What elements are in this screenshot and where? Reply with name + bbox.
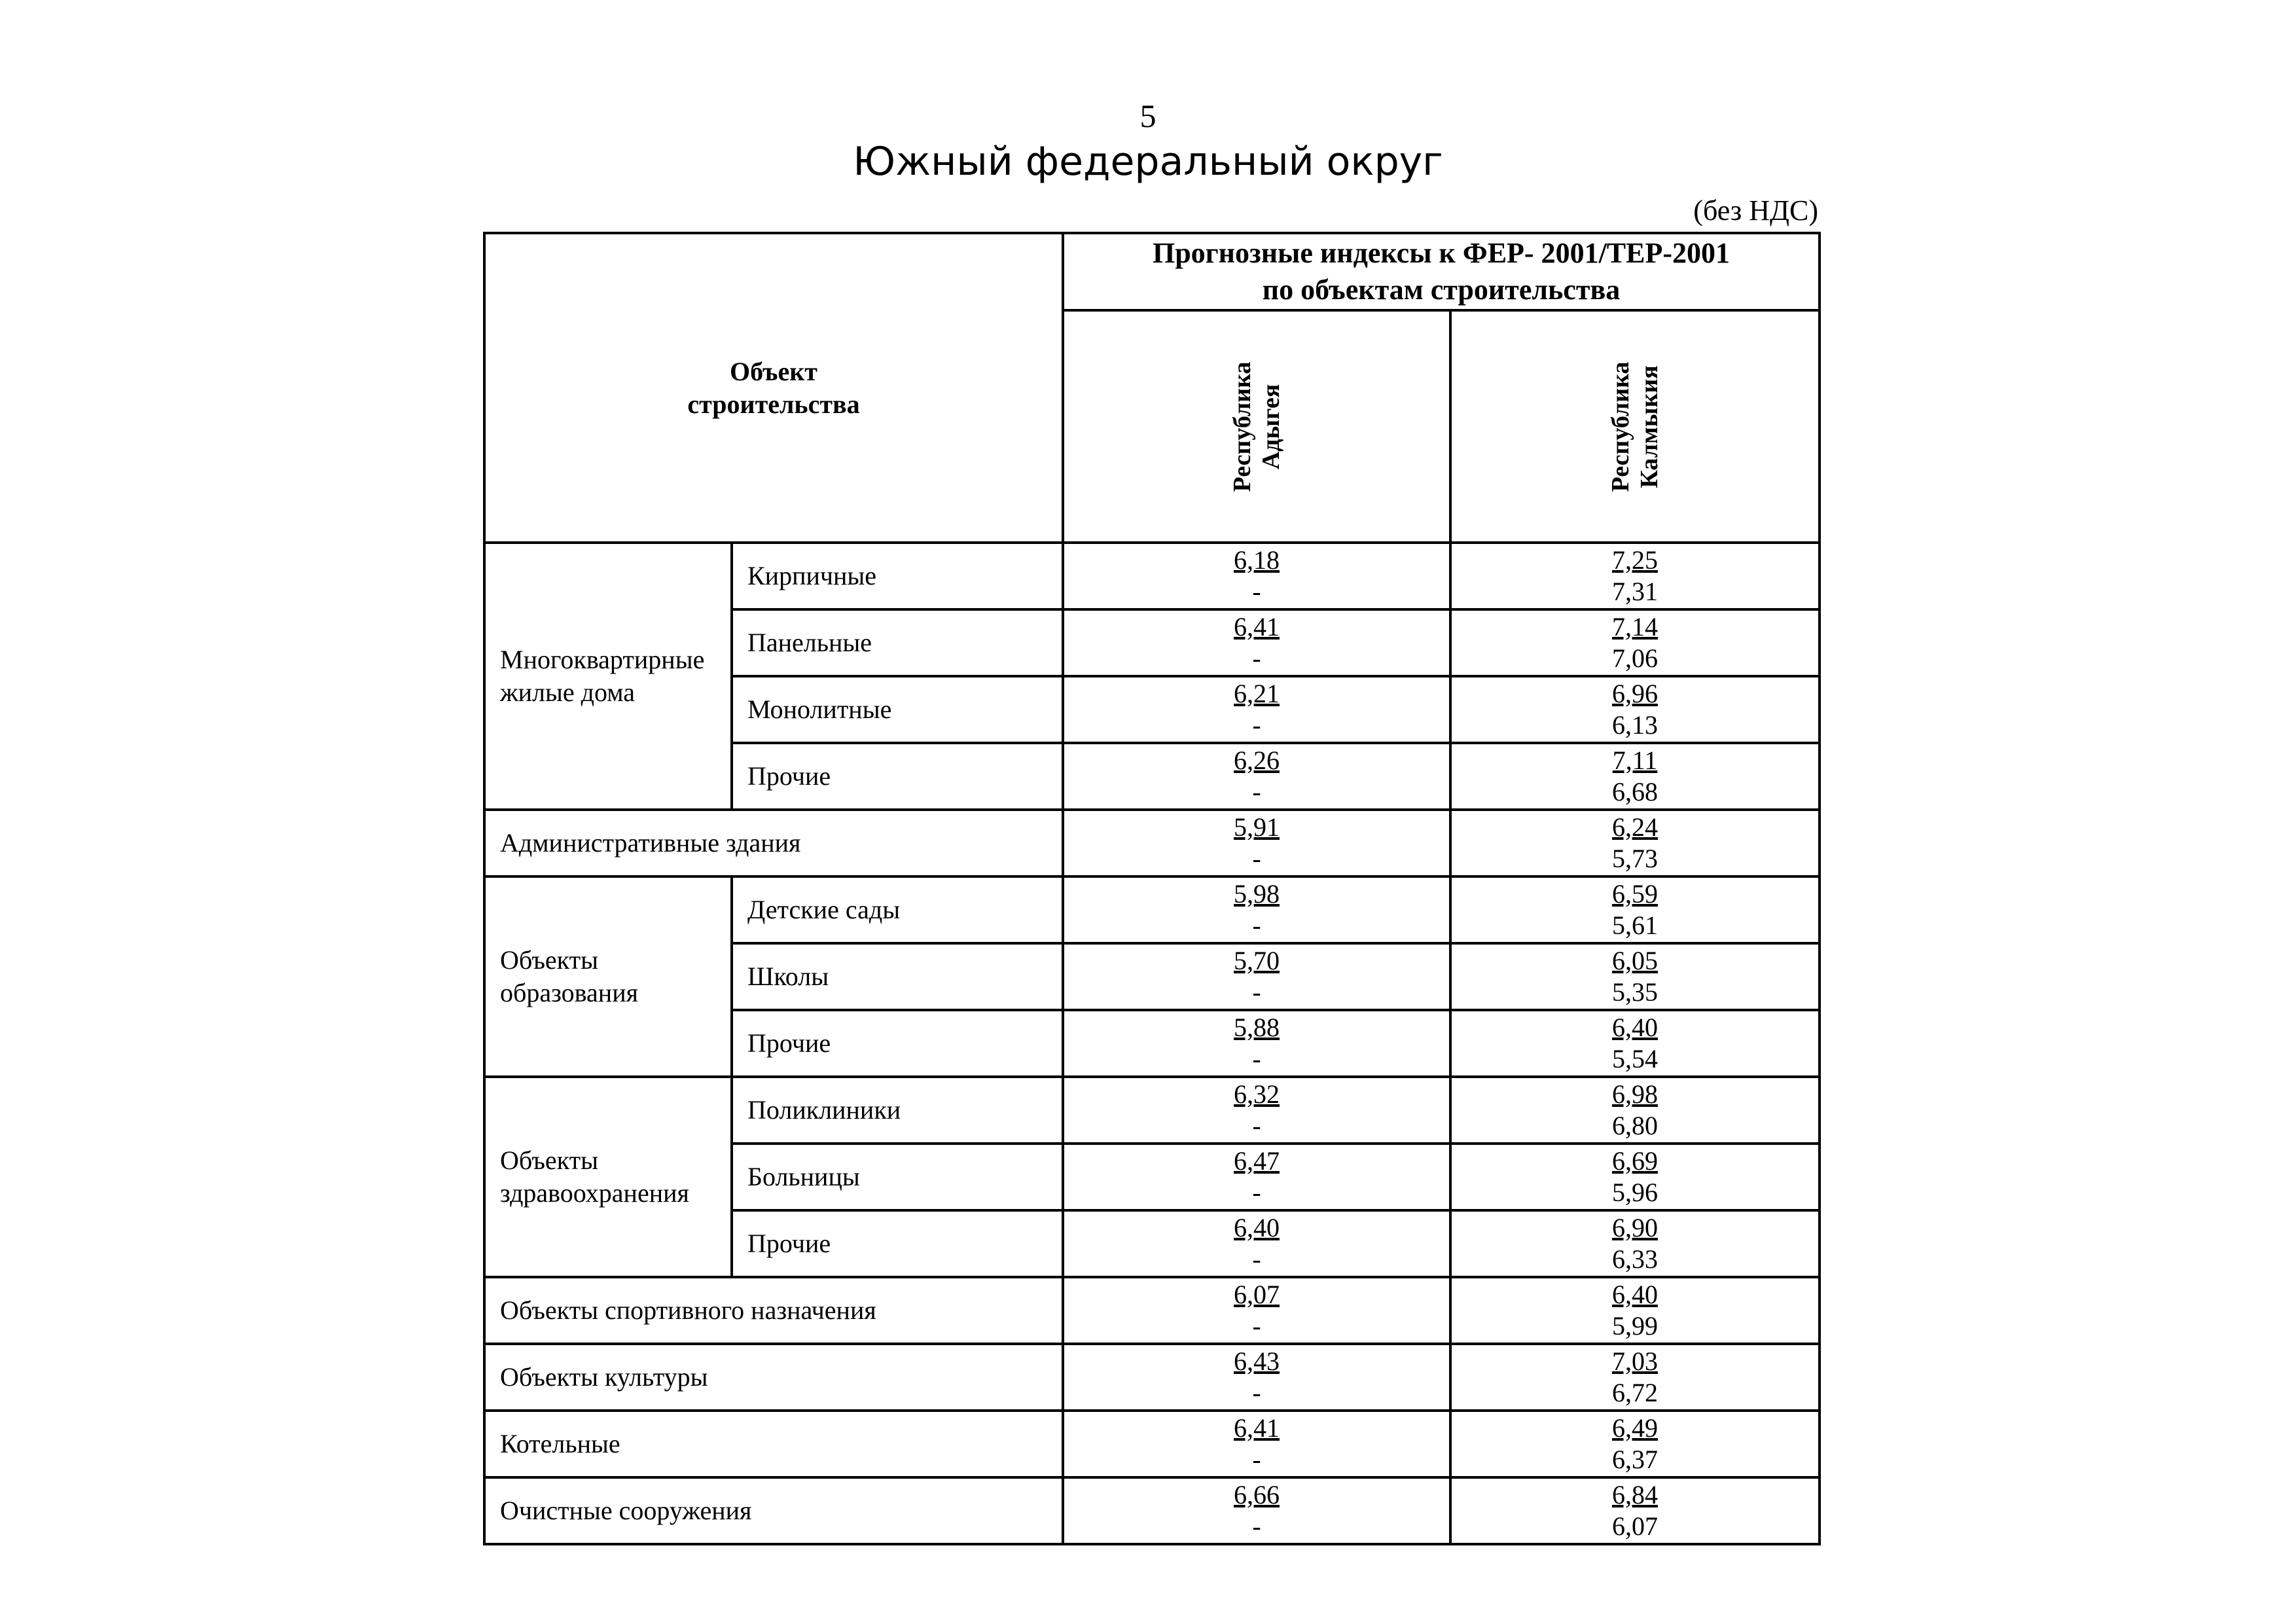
value-bottom: 6,07 (1612, 1511, 1658, 1541)
value-cell-kalmykia (1450, 876, 1820, 943)
value-cell-kalmykia (1450, 543, 1820, 609)
row-label: Панельные (732, 609, 1063, 676)
value-top: 6,66 (1234, 1480, 1280, 1509)
value-cell-adygea (1063, 743, 1450, 810)
value-bottom: 6,33 (1612, 1244, 1658, 1274)
value-cell-adygea (1063, 676, 1450, 743)
value-bottom: 6,72 (1612, 1378, 1658, 1407)
value-top: 6,05 (1612, 946, 1658, 975)
value-top: 6,59 (1612, 879, 1658, 909)
value-cell-adygea (1063, 810, 1450, 876)
value-top: 5,70 (1234, 946, 1280, 975)
value-bottom: 6,68 (1612, 777, 1658, 806)
table-row (484, 1477, 1820, 1544)
value-top: 6,41 (1234, 612, 1280, 641)
group-label: Административные здания (484, 810, 1063, 876)
value-bottom: - (1252, 1111, 1261, 1140)
table-body (484, 543, 1820, 1544)
value-bottom: - (1252, 1311, 1261, 1341)
group-label: Объекты спортивного назначения (484, 1277, 1063, 1344)
value-cell-kalmykia (1450, 943, 1820, 1010)
value-top: 6,40 (1612, 1013, 1658, 1042)
value-bottom: - (1252, 1044, 1261, 1074)
value-cell-kalmykia (1450, 1411, 1820, 1477)
group-label: Многоквартирные жилые дома (484, 543, 732, 810)
row-label: Школы (732, 943, 1063, 1010)
value-cell-kalmykia (1450, 1477, 1820, 1544)
table-row (484, 810, 1820, 876)
value-bottom: - (1252, 1378, 1261, 1407)
table-row (484, 1277, 1820, 1344)
table-row (484, 876, 1820, 943)
value-top: 6,40 (1612, 1280, 1658, 1309)
group-label: Объекты культуры (484, 1344, 1063, 1411)
header-region-adygea (1063, 310, 1450, 543)
region-adygea-label: Республика Адыгея (1229, 361, 1285, 492)
value-top: 5,91 (1234, 812, 1280, 842)
value-cell-adygea (1063, 876, 1450, 943)
header-indices-text: Прогнозные индексы к ФЕР- 2001/ТЕР-2001 по объектам строительства (1152, 237, 1731, 306)
value-top: 6,18 (1234, 545, 1280, 575)
value-top: 6,24 (1612, 812, 1658, 842)
value-top: 7,11 (1612, 746, 1658, 775)
header-object-text: Объект строительства (687, 356, 860, 419)
value-bottom: 6,37 (1612, 1445, 1658, 1474)
row-label: Поликлиники (732, 1077, 1063, 1144)
page-title: Южный федеральный округ (853, 139, 1443, 185)
group-label: Очистные сооружения (484, 1477, 1063, 1544)
value-top: 6,47 (1234, 1146, 1280, 1176)
header-region-kalmykia (1450, 310, 1820, 543)
vat-note: (без НДС) (1693, 194, 1818, 226)
value-cell-kalmykia (1450, 743, 1820, 810)
row-label: Детские сады (732, 876, 1063, 943)
table-row (484, 543, 1820, 609)
value-top: 6,69 (1612, 1146, 1658, 1176)
value-cell-kalmykia (1450, 1344, 1820, 1411)
value-cell-adygea (1063, 1344, 1450, 1411)
value-cell-adygea (1063, 543, 1450, 609)
value-bottom: 5,73 (1612, 844, 1658, 873)
value-cell-adygea (1063, 943, 1450, 1010)
value-cell-kalmykia (1450, 1144, 1820, 1210)
row-label: Монолитные (732, 676, 1063, 743)
value-bottom: - (1252, 1445, 1261, 1474)
table-row (484, 1077, 1820, 1144)
value-top: 6,49 (1612, 1413, 1658, 1443)
value-bottom: 6,13 (1612, 710, 1658, 740)
value-bottom: - (1252, 1244, 1261, 1274)
row-label: Прочие (732, 1210, 1063, 1277)
value-cell-adygea (1063, 1477, 1450, 1544)
value-cell-kalmykia (1450, 810, 1820, 876)
value-cell-adygea (1063, 1144, 1450, 1210)
value-cell-adygea (1063, 1077, 1450, 1144)
value-top: 5,98 (1234, 879, 1280, 909)
value-cell-adygea (1063, 1010, 1450, 1077)
value-cell-kalmykia (1450, 609, 1820, 676)
value-bottom: 7,31 (1612, 577, 1658, 606)
row-label: Больницы (732, 1144, 1063, 1210)
value-bottom: - (1252, 1178, 1261, 1207)
table-row (484, 1344, 1820, 1411)
value-bottom: - (1252, 643, 1261, 673)
value-bottom: - (1252, 977, 1261, 1007)
value-bottom: 5,35 (1612, 977, 1658, 1007)
row-label: Кирпичные (732, 543, 1063, 609)
group-label: Объекты здравоохранения (484, 1077, 732, 1277)
header-indices (1063, 233, 1820, 310)
value-top: 6,07 (1234, 1280, 1280, 1309)
value-cell-adygea (1063, 1210, 1450, 1277)
value-bottom: 5,61 (1612, 911, 1658, 940)
value-top: 6,84 (1612, 1480, 1658, 1509)
row-label: Прочие (732, 1010, 1063, 1077)
region-kalmykia-label: Республика Калмыкия (1607, 361, 1663, 492)
page-number: 5 (1139, 98, 1157, 134)
value-cell-adygea (1063, 1411, 1450, 1477)
value-bottom: 5,96 (1612, 1178, 1658, 1207)
value-top: 5,88 (1234, 1013, 1280, 1042)
value-cell-kalmykia (1450, 1277, 1820, 1344)
value-bottom: 5,54 (1612, 1044, 1658, 1074)
value-top: 6,21 (1234, 679, 1280, 708)
value-cell-adygea (1063, 1277, 1450, 1344)
value-bottom: - (1252, 911, 1261, 940)
value-top: 6,26 (1234, 746, 1280, 775)
group-label: Объекты образования (484, 876, 732, 1077)
value-cell-kalmykia (1450, 676, 1820, 743)
value-top: 6,96 (1612, 679, 1658, 708)
value-cell-kalmykia (1450, 1010, 1820, 1077)
value-bottom: 7,06 (1612, 643, 1658, 673)
value-bottom: - (1252, 1511, 1261, 1541)
value-top: 6,40 (1234, 1213, 1280, 1242)
table-row (484, 1411, 1820, 1477)
row-label: Прочие (732, 743, 1063, 810)
header-object (484, 233, 1063, 543)
value-top: 6,98 (1612, 1079, 1658, 1109)
value-top: 6,32 (1234, 1079, 1280, 1109)
value-bottom: 5,99 (1612, 1311, 1658, 1341)
value-cell-adygea (1063, 609, 1450, 676)
value-cell-kalmykia (1450, 1077, 1820, 1144)
value-bottom: - (1252, 710, 1261, 740)
value-bottom: 6,80 (1612, 1111, 1658, 1140)
value-top: 7,14 (1612, 612, 1658, 641)
value-bottom: - (1252, 777, 1261, 806)
value-bottom: - (1252, 844, 1261, 873)
value-top: 6,43 (1234, 1346, 1280, 1376)
value-cell-kalmykia (1450, 1210, 1820, 1277)
value-top: 7,03 (1612, 1346, 1658, 1376)
value-bottom: - (1252, 577, 1261, 606)
index-table (483, 232, 1821, 1545)
value-top: 7,25 (1612, 545, 1658, 575)
value-top: 6,41 (1234, 1413, 1280, 1443)
group-label: Котельные (484, 1411, 1063, 1477)
value-top: 6,90 (1612, 1213, 1658, 1242)
